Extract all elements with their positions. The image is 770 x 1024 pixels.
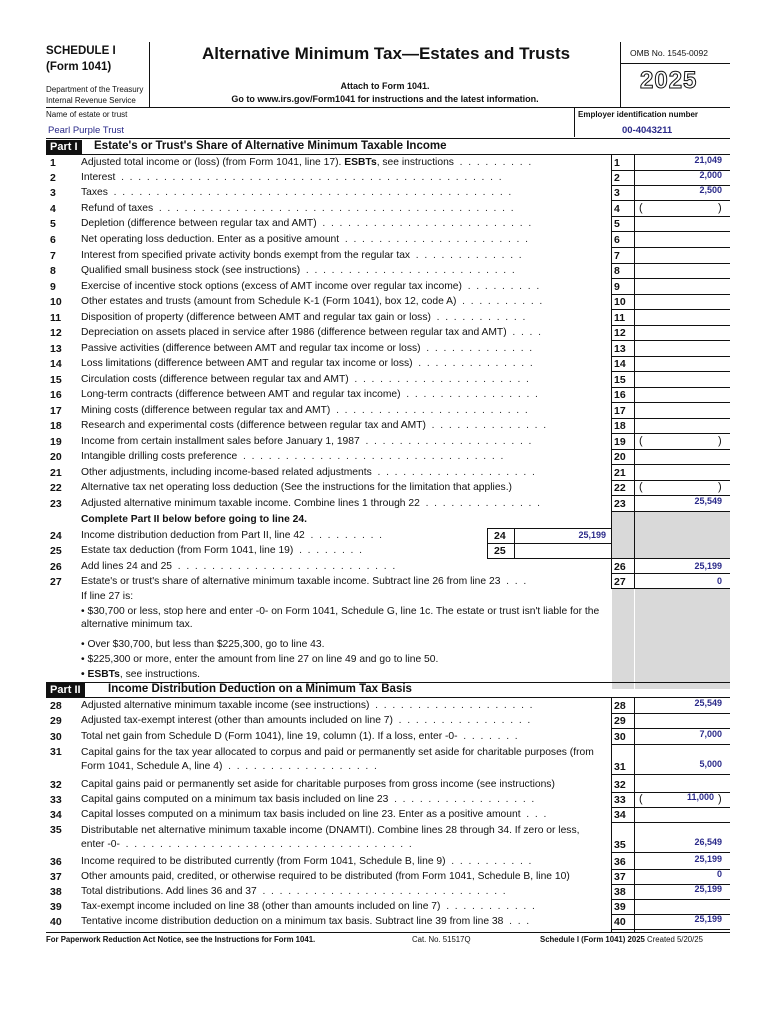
line-number: 29 [50,715,62,727]
line-description: Depreciation on assets placed in service after 1986 (difference between regular tax and AMT) . . . . [81,327,541,338]
line-description: Interest from specified private activity bonds exempt from the regular tax . . . . . . . . . . . . . [81,250,522,261]
line-36-amount[interactable]: 25,199 [694,854,722,864]
line-description: Intangible drilling costs preference . . . . . . . . . . . . . . . . . . . . . . . . . . . . . . . [81,451,504,462]
paren-left: ( [639,793,643,805]
line-description: Depletion (difference between regular tax and AMT) . . . . . . . . . . . . . . . . . . . . . . . . . [81,218,532,229]
line-number: 15 [50,374,62,386]
box-number: 12 [614,327,626,339]
line-description: Distributable net alternative minimum taxable income (DNAMTI). Combine lines 28 through 34. If zero or less, enter -0- . . . . . . . . . . . . . . . . . . . . . . . . . . . . . . . . . . [81,825,580,850]
line-number: 3 [50,187,56,199]
line-number: 26 [50,561,62,573]
complete-part2-note: Complete Part II below before going to line 24. [81,514,307,525]
line-number: 1 [50,157,56,169]
line-26-amount[interactable]: 25,199 [694,561,722,571]
bullet-1: • $30,700 or less, stop here and enter -0- on Form 1041, Schedule G, line 1c. The estate or trust isn't liable for the alternative minimum tax. [81,606,600,630]
box-number: 37 [614,871,626,883]
line-number: 36 [50,856,62,868]
line-description: Tentative income distribution deduction on a minimum tax basis. Subtract line 39 from line 38 . . . [81,916,530,927]
part1-title: Estate's or Trust's Share of Alternative Minimum Taxable Income [94,140,447,152]
line-number: 27 [50,576,62,588]
box-number: 33 [614,794,626,806]
line-40-amount[interactable]: 25,199 [694,914,722,924]
line-33-amount[interactable]: 11,000 [686,792,714,802]
line-number: 32 [50,779,62,791]
line-description: Other estates and trusts (amount from Schedule K-1 (Form 1041), box 12, code A) . . . . . . . . . . [81,296,543,307]
line-description: Income distribution deduction from Part II, line 42 . . . . . . . . . [81,530,383,541]
box-number: 25 [494,545,506,557]
irs-label: Internal Revenue Service [46,96,136,105]
line-35-amount[interactable]: 26,549 [694,837,722,847]
line-number: 9 [50,281,56,293]
line-description: Other adjustments, including income-based related adjustments . . . . . . . . . . . . . . . . . . . [81,467,535,478]
line-number: 37 [50,871,62,883]
line-description: Other amounts paid, credited, or otherwise required to be distributed (from Form 1041, Schedule B, line 10) [81,871,570,882]
ein-field[interactable]: 00-4043211 [622,125,673,136]
tax-year: 2025 [640,67,698,94]
box-number: 5 [614,218,620,230]
box-number: 28 [614,700,626,712]
box-number: 24 [494,530,506,542]
box-number: 30 [614,731,626,743]
line-number: 24 [50,530,62,542]
line-description: Alternative tax net operating loss deduction (See the instructions for the limitation that applies.) [81,482,512,493]
dept-treasury: Department of the Treasury [46,85,144,94]
line-description: Adjusted alternative minimum taxable income. Combine lines 1 through 22 . . . . . . . . . . . . . . [81,498,540,509]
box-number: 7 [614,250,620,262]
paren-left: ( [639,481,643,493]
line-description: Research and experimental costs (difference between regular tax and AMT) . . . . . . . . . . . . . . [81,420,547,431]
bullet-4: • ESBTs, see instructions. [81,669,201,680]
estate-name-field[interactable]: Pearl Purple Trust [48,125,125,136]
line-description: Capital gains paid or permanently set aside for charitable purposes from gross income (see instructions) [81,779,555,790]
line-number: 34 [50,809,62,821]
line-number: 35 [50,824,62,836]
line-description: Circulation costs (difference between regular tax and AMT) . . . . . . . . . . . . . . . . . . . . . [81,374,529,385]
line-description: Capital losses computed on a minimum tax basis included on line 23. Enter as a positive amount . . . [81,809,547,820]
line-number: 11 [50,312,62,324]
box-number: 13 [614,343,626,355]
line-24-amount[interactable]: 25,199 [578,530,606,540]
line-28-amount[interactable]: 25,549 [694,698,722,708]
box-number: 1 [614,157,620,169]
line-description: Total distributions. Add lines 36 and 37 . . . . . . . . . . . . . . . . . . . . . . . . . . . . . [81,886,506,897]
paren-right: ) [718,793,722,805]
form-footer-id: Schedule I (Form 1041) 2025 Created 5/20/25 [540,935,703,944]
bullet-3: • $225,300 or more, enter the amount from line 27 on line 49 and go to line 50. [81,654,439,665]
line-description: Capital gains computed on a minimum tax basis included on line 23 . . . . . . . . . . . . . . . . . [81,794,535,805]
line-description: Adjusted alternative minimum taxable income (see instructions) . . . . . . . . . . . . . . . . . . . [81,700,533,711]
box-number: 10 [614,296,626,308]
box-number: 20 [614,451,626,463]
line-description: Mining costs (difference between regular tax and AMT) . . . . . . . . . . . . . . . . . . . . . . . [81,405,528,416]
line-31-amount[interactable]: 5,000 [699,759,722,769]
box-number: 9 [614,281,620,293]
line-description: Disposition of property (difference between AMT and regular tax gain or loss) . . . . . . . . . . . [81,312,526,323]
paren-left: ( [639,202,643,214]
box-number: 2 [614,172,620,184]
box-number: 40 [614,916,626,928]
form-title: Alternative Minimum Tax—Estates and Trusts [202,44,571,63]
instructions-link[interactable]: Go to www.irs.gov/Form1041 for instructions and the latest information. [231,94,539,104]
line-number: 2 [50,172,56,184]
line-number: 31 [50,746,62,758]
line-number: 38 [50,886,62,898]
paren-right: ) [718,435,722,447]
box-number: 22 [614,482,626,494]
box-number: 19 [614,436,626,448]
box-number: 3 [614,187,620,199]
line-1-amount[interactable]: 21,049 [694,155,722,165]
if-line-27: If line 27 is: [81,591,134,602]
line-38-amount[interactable]: 25,199 [694,884,722,894]
box-number: 27 [614,576,626,588]
part2-badge: Part II [46,683,85,698]
box-number: 23 [614,498,626,510]
line-number: 13 [50,343,62,355]
box-number: 14 [614,358,626,370]
line-description: Income required to be distributed currently (from Form 1041, Schedule B, line 9) . . . . . . . . . . [81,856,532,867]
line-number: 4 [50,203,56,215]
box-number: 6 [614,234,620,246]
line-number: 19 [50,436,62,448]
line-description: Taxes . . . . . . . . . . . . . . . . . . . . . . . . . . . . . . . . . . . . . . . . . . . . . . . [81,187,512,198]
box-number: 4 [614,203,620,215]
line-description: Net operating loss deduction. Enter as a positive amount . . . . . . . . . . . . . . . . . . . . . . [81,234,528,245]
box-number: 35 [614,839,626,851]
box-number: 39 [614,901,626,913]
line-number: 40 [50,916,62,928]
paren-left: ( [639,435,643,447]
attach-note: Attach to Form 1041. [340,81,430,91]
box-number: 34 [614,809,626,821]
box-number: 17 [614,405,626,417]
line-number: 33 [50,794,62,806]
line-number: 18 [50,420,62,432]
line-description: Total net gain from Schedule D (Form 1041), line 19, column (1). If a loss, enter -0- . . . . . . . [81,731,518,742]
ein-label: Employer identification number [578,110,699,119]
box-number: 15 [614,374,626,386]
form-number: (Form 1041) [46,61,112,73]
line-description: Loss limitations (difference between AMT and regular tax income or loss) . . . . . . . . . . . . . . [81,358,533,369]
box-number: 31 [614,761,626,773]
line-description: Interest . . . . . . . . . . . . . . . . . . . . . . . . . . . . . . . . . . . . . . . . . . . . . [81,172,502,183]
line-number: 23 [50,498,62,510]
part2-title: Income Distribution Deduction on a Minimum Tax Basis [108,683,412,695]
line-number: 25 [50,545,62,557]
line-number: 6 [50,234,56,246]
line-number: 5 [50,218,56,230]
line-30-amount[interactable]: 7,000 [699,729,722,739]
line-37-amount[interactable]: 0 [716,869,722,879]
box-number: 8 [614,265,620,277]
line-number: 39 [50,901,62,913]
schedule-label: SCHEDULE I [46,45,116,57]
paperwork-notice: For Paperwork Reduction Act Notice, see the Instructions for Form 1041. [46,935,316,944]
line-2-amount[interactable]: 2,000 [699,170,722,180]
box-number: 26 [614,561,626,573]
line-number: 28 [50,700,62,712]
line-description: Capital gains for the tax year allocated to corpus and paid or permanently set aside for charitable purposes (from Form 1041, Schedule A, line 4) . . . . . . . . . . . . . . . . . . [81,747,594,772]
line-number: 12 [50,327,62,339]
line-number: 22 [50,482,62,494]
line-number: 14 [50,358,62,370]
line-number: 21 [50,467,62,479]
box-number: 18 [614,420,626,432]
line-description: Passive activities (difference between AMT and regular tax income or loss) . . . . . . . . . . . . . [81,343,533,354]
line-number: 16 [50,389,62,401]
line-number: 7 [50,250,56,262]
box-number: 38 [614,886,626,898]
paren-right: ) [718,202,722,214]
line-number: 20 [50,451,62,463]
line-description: Adjusted tax-exempt interest (other than amounts included on line 7) . . . . . . . . . . . . . . . . [81,715,531,726]
line-description: Adjusted total income or (loss) (from Form 1041, line 17). ESBTs, see instructions . . . . . . . . . [81,157,532,168]
line-number: 17 [50,405,62,417]
line-description: Refund of taxes . . . . . . . . . . . . . . . . . . . . . . . . . . . . . . . . . . . . . . . . . . [81,203,514,214]
line-number: 30 [50,731,62,743]
line-27-amount[interactable]: 0 [716,576,722,586]
line-number: 8 [50,265,56,277]
name-label: Name of estate or trust [46,110,128,119]
cat-number: Cat. No. 51517Q [412,935,471,944]
line-description: Long-term contracts (difference between AMT and regular tax income) . . . . . . . . . . . . . . . . [81,389,538,400]
box-number: 21 [614,467,626,479]
line-23-amount[interactable]: 25,549 [694,496,722,506]
part1-badge: Part I [46,140,82,155]
omb-number: OMB No. 1545-0092 [630,48,708,58]
line-description: Income from certain installment sales before January 1, 1987 . . . . . . . . . . . . . . . . . . . . [81,436,532,447]
box-number: 36 [614,856,626,868]
line-description: Estate's or trust's share of alternative minimum taxable income. Subtract line 26 from line 23 . . . [81,576,527,587]
line-3-amount[interactable]: 2,500 [699,185,722,195]
box-number: 16 [614,389,626,401]
line-description: Exercise of incentive stock options (excess of AMT income over regular tax income) . . . . . . . . . [81,281,540,292]
line-number: 10 [50,296,62,308]
line-description: Add lines 24 and 25 . . . . . . . . . . . . . . . . . . . . . . . . . . [81,561,396,572]
line-description: Qualified small business stock (see instructions) . . . . . . . . . . . . . . . . . . . . . . . . . [81,265,515,276]
bullet-2: • Over $30,700, but less than $225,300, go to line 43. [81,639,325,650]
paren-right: ) [718,481,722,493]
box-number: 29 [614,715,626,727]
line-description: Estate tax deduction (from Form 1041, line 19) . . . . . . . . [81,545,363,556]
line-description: Tax-exempt income included on line 38 (other than amounts included on line 7) . . . . . . . . . . . [81,901,535,912]
box-number: 32 [614,779,626,791]
box-number: 11 [614,312,626,324]
